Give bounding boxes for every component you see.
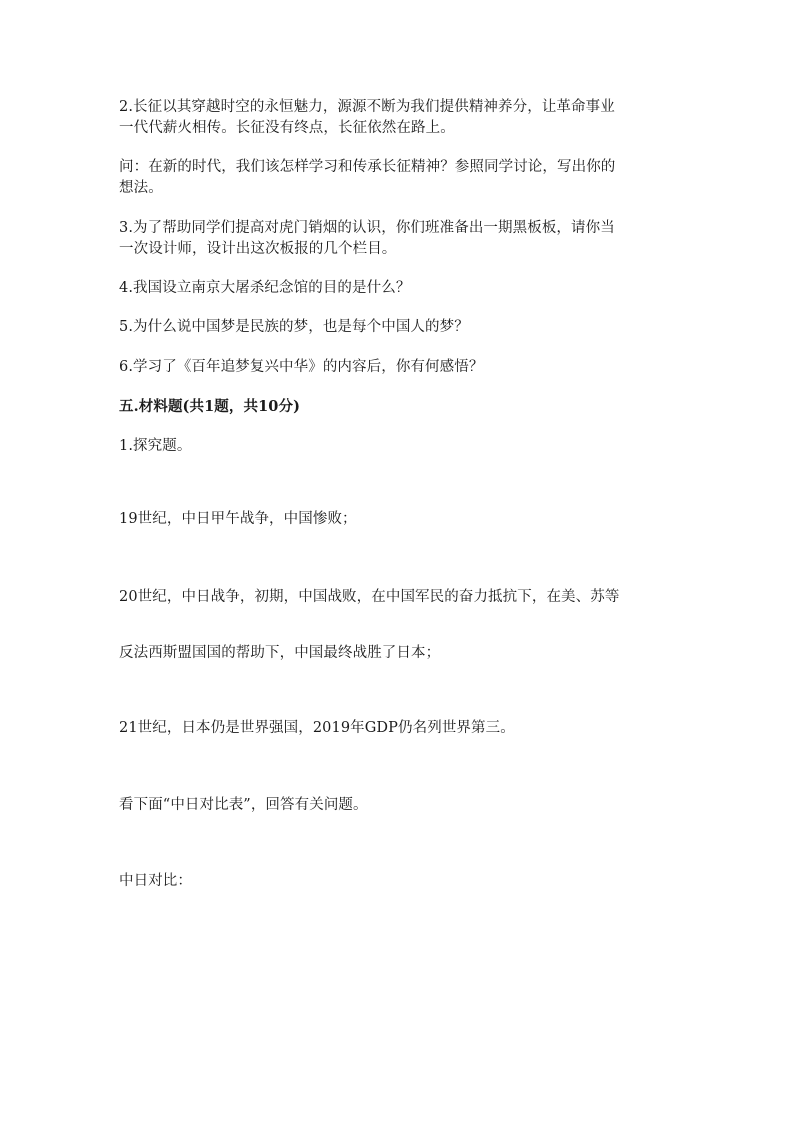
question-3-line-2: 一次设计师，设计出这次板报的几个栏目。 — [119, 241, 397, 257]
material-20th-century-line-1: 20世纪，中日战争，初期，中国战败，在中国军民的奋力抵抗下，在美、苏等 — [119, 589, 620, 605]
material-comparison-label: 中日对比： — [119, 873, 192, 889]
material-look-table-instruction: 看下面“中日对比表”，回答有关问题。 — [119, 797, 368, 813]
question-2-line-1: 2.长征以其穿越时空的永恒魅力，源源不断为我们提供精神养分，让革命事业 — [119, 99, 615, 115]
section-heading: 五.材料题(共1题，共10分) — [119, 398, 301, 415]
material-19th-century: 19世纪，中日甲午战争，中国惨败； — [119, 511, 357, 527]
question-2-ask-line-2: 想法。 — [119, 180, 163, 196]
material-21st-century: 21世纪，日本仍是世界强国，2019年GDP仍名列世界第三。 — [119, 720, 515, 736]
question-5: 5.为什么说中国梦是民族的梦，也是每个中国人的梦？ — [119, 319, 469, 335]
question-2-line-2: 一代代薪火相传。长征没有终点，长征依然在路上。 — [119, 120, 455, 136]
material-question-1-title: 1.探究题。 — [119, 438, 192, 454]
question-6: 6.学习了《百年追梦复兴中华》的内容后，你有何感悟？ — [119, 359, 484, 375]
question-4: 4.我国设立南京大屠杀纪念馆的目的是什么？ — [119, 280, 411, 296]
question-3-line-1: 3.为了帮助同学们提高对虎门销烟的认识，你们班准备出一期黑板板，请你当 — [119, 220, 615, 236]
material-20th-century-line-2: 反法西斯盟国国的帮助下，中国最终战胜了日本； — [119, 645, 441, 661]
question-2-ask-line-1: 问：在新的时代，我们该怎样学习和传承长征精神？参照同学讨论，写出你的 — [119, 159, 616, 175]
